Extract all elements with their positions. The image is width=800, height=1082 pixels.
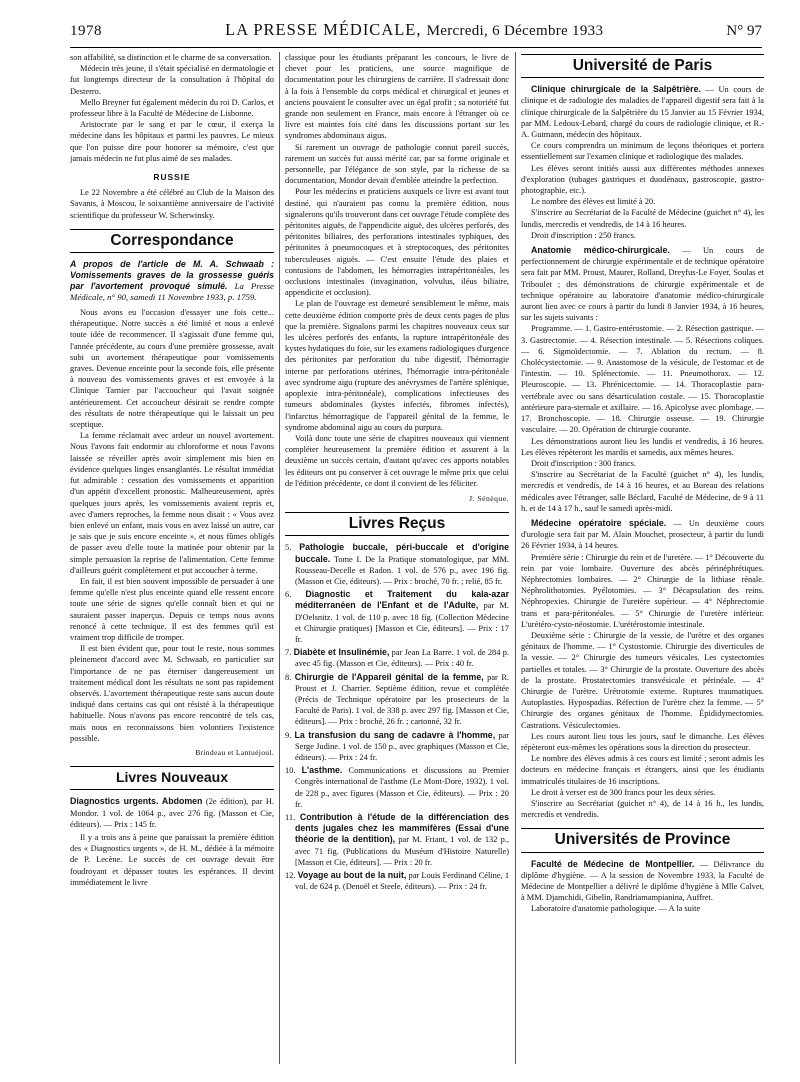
list-item: [285, 765, 509, 810]
book-title: Diabète et Insulinémie,: [293, 647, 390, 658]
book-details: par R. Proust et J. Charrier. Septième édition, revue et complétée (Précis de Technique opératoire par les prosecteurs de la Faculté de Paris). 1 vol. de 338 p. avec 297 fig. [Masson et Cie, éditeurs]. — Prix : broché, 26 fr. ; cartonné, 32 fr.: [295, 672, 509, 727]
book-details: (2e édition), par H. Mondor. 1 vol. de 1064 p., avec 276 fig. (Masson et Cie, éditeurs). — Prix : 145 fr.: [70, 797, 274, 829]
paragraph: classique pour les étudiants préparant les concours, le livre de chevet pour les praticiens, une source magnifique de documentation pour les chirurgiens de carrière. Il s'adressait donc à la fois à l'ensemble du corps médical et chirurgical et jeunes et anciens pouvaient le consulter avec un égal profit ; sa notoriété fut grande non seulement en France, mais encore à l'étranger où ce livre est maintes fois cité dans les discussions portant sur les syndromes abdominaux aigus.: [285, 53, 509, 141]
section-heading-russie: RUSSIE: [153, 172, 191, 183]
subsection-title: Médecine opératoire spéciale.: [531, 517, 667, 528]
book-number: 9.: [285, 730, 292, 740]
paragraph: Droit d'inscription : 250 francs.: [531, 230, 637, 240]
paragraph: Le plan de l'ouvrage est demeuré sensiblement le même, mais cette deuxième édition comporte près de deux cents pages de plus que la première. Signalons parmi les chapitres nouveaux ceux sur les ulcères perforés des enfants, la rupture intrapéritonéale des kystes hydatiques du foie, sur les examens radiologiques d'urgence des péritonites par perforation du tube digestif, l'hémorragie interne par perforations utérines, l'hémorragie intra-péritonéale avec syndrome aigu (rupture des anévrysmes de l'artère splénique, apoplexie intra-péritonéale), complications infectieuses des tumeurs abdominales (kystes infectés, fibromes infectés), l'infarctus hémorragique de l'appareil génital de la femme, le syndrome abdominal aigu au cours du purpura.: [285, 299, 509, 432]
list-item: [285, 812, 509, 868]
book-number: 7.: [285, 648, 292, 658]
book-number: 8.: [285, 672, 292, 682]
paragraph: son affabilité, sa distinction et le charme de sa conversation.: [70, 53, 272, 62]
paragraph-text: — Délivrance du diplôme d'hygiène. — A la session de Novembre 1933, la Faculté de Médecine de Montpellier a délivré le diplôme d'hygiène à Mlle Calvet, à MM. Djamchidi, Gibelin, Randriamampianina, Auffret.: [521, 859, 764, 903]
paragraph: [521, 859, 764, 904]
paragraph: Les cours auront lieu tous les jours, sauf le dimanche. Les élèves répèteront eux-mêmes les opérations sous la direction du prosecteur.: [521, 731, 764, 752]
paragraph: Mello Breyner fut également médecin du roi D. Carlos, et professeur libre à la Faculté de Médecine de Lisbonne.: [70, 97, 274, 119]
book-details: par M. D'Oelsnitz. 1 vol. de 110 p. avec 18 fig. (Collection Médecine et Chirurgie pratiques) [Masson et Cie, éditeurs]. — Prix : 17 fr.: [295, 601, 509, 644]
column-right: [521, 52, 764, 1064]
paragraph: Programme. — 1. Gastro-entérostomie. — 2. Résection gastrique. — 3. Gastrectomie. — 4. Résection intestinale. — 5. Résections coliques. — 6. Sigmoïdectomie. — 7. Ablation du rectum. — 8. Cholécystectomie. — 9. Anastomose de la vésicule, de l'estomac et de l'intestin. — 10. Splénectomie. — 11. Pneumothorax. — 12. Pleuroscopie. — 13. Phrénicectomie. — 14. Thoracoplastie para-vertébrale avec ou sans désarticulation costale. — 15. Thoracoplastie antérieure para-sternale et axillaire. — 16. Apicolyse avec plombage. — 17. Bronchoscopie. — 18. Chirurgie osseuse. — 19. Chirurgie vasculaire. — 20. Opération de chirurgie courante.: [521, 324, 764, 435]
paragraph: Il y a trois ans à peine que paraissait la première édition des « Diagnostics urgents », de H. M., dédiée à la mémoire de P. Lecène. Le succès de cet ouvrage devait être foudroyant et dépasser toutes les espérances. Il devint immédiatement le livre: [70, 832, 274, 887]
book-number: 12.: [285, 871, 296, 881]
book-details: par Louis Ferdinand Céline, 1 vol. de 624 p. (Denoël et Steele, éditeurs). — Prix : 24 fr.: [295, 871, 509, 892]
section-heading-correspondance: Correspondance: [70, 229, 274, 253]
paragraph: Ce cours comprendra un minimum de leçons théoriques et portera essentiellement sur l'examen clinique et radiologique des malades.: [521, 141, 764, 162]
section-heading-universite-paris: Université de Paris: [521, 54, 764, 78]
book-title: Voyage au bout de la nuit,: [297, 870, 407, 881]
paragraph: [521, 245, 764, 323]
paragraph: [521, 518, 764, 552]
paragraph: La femme réclamait avec ardeur un nouvel avortement. Nous l'avons fait endormir au chloroforme et nous l'avons laissée se réveiller après avoir simplement mis bien en évidence quelques linges ensanglantés. Le résultat immédiat fut admirable : cessation des vomissements et apparition d'un appétit d'excellent pronostic. Malheureusement, après quelques jours après, les vomissements avaient repris et, avec d'amers reproches, la femme nous disait : « Vous avez bien enlevé un enfant, mais vous en avez laissé un autre, car je sais que je suis encore enceinte », et nous fûmes obligés de passer aveu d'elle toute la matinée pour obtenir par la simple persuasion la reprise de l'alimentation. Cette femme d'ailleurs guérit complètement et put accoucher à terme.: [70, 431, 274, 575]
book-entry: [70, 796, 274, 830]
column-divider: [279, 52, 280, 1064]
paragraph: Il est bien évident que, pour tout le reste, nous sommes pleinement d'accord avec M. Schwaab, en particulier sur l'importance de ne pas éterniser dangereusement un traitement médical dont les résultats ne sont pas rapidement observés. L'avortement thérapeutique reste sans aucun doute indiqué dans certains cas qui ont résisté à la thérapeutique habituelle. Nous n'avons pas encore rencontré de tels cas, mais nous en reconnaissons bien volontiers l'existence possible.: [70, 644, 274, 743]
paragraph: Le 22 Novembre a été célébré au Club de la Maison des Savants, à Moscou, le soixantième anniversaire de l'activité scientifique du professeur W. Scherwinsky.: [70, 188, 274, 220]
section-heading-livres-recus: Livres Reçus: [285, 512, 509, 536]
section-heading-livres-nouveaux: Livres Nouveaux: [70, 766, 274, 790]
book-number: 5.: [285, 543, 292, 553]
column-middle: [285, 52, 509, 1064]
paragraph-text: — Un cours de perfectionnement de chirurgie expérimentale et de technique opératoire sera fait par MM. Proust, Maurer, Rolland, Dreyfus-Le Foyer, Soulas et Triboulet ; des démonstrations de chirurgie expérimentale et de technique opératoire au laboratoire d'anatomie médico-chirurgicale auront lieu avec ce cours à partir du lundi 8 Janvier 1934, à 16 heures, sur les sujets suivants :: [521, 246, 764, 323]
subsection-title: Clinique chirurgicale de la Salpêtrière.: [531, 84, 701, 95]
paragraph: Première série : Chirurgie du rein et de l'uretère. — 1° Découverte du rein par voie lombaire. Ouverture des abcès périnéphrétiques. Néphrectomies lombaires. — 2° Chirurgie de la lithiase rénale. Néphrolithotomies. Pyélotomies. — 3° Décapsulation des reins. Néphropexies. Chirurgie de l'uretère supérieur. — 4° Néphrectomie trans et para-péritonéales. — 5° Chirurgie de l'uretère inférieur. L'urétéro-cysto-néostomie. L'urétérostomie intestinale.: [521, 552, 764, 629]
paragraph: Le nombre des élèves admis à ces cours est limité ; seront admis les docteurs en médecine français et étrangers, ainsi que les étudiants immatriculés titulaires de 16 inscriptions.: [521, 754, 764, 786]
journal-name: LA PRESSE MÉDICALE,: [225, 20, 422, 39]
book-details: par Serge Judine. 1 vol. de 150 p., avec graphiques (Masson et Cie, éditeurs). — Prix : 24 fr.: [295, 730, 509, 762]
paragraph: Droit d'inscription : 300 francs.: [531, 458, 637, 468]
section-heading-universites-province: Universités de Province: [521, 828, 764, 852]
paragraph: Voilà donc toute une série de chapitres nouveaux qui viennent compléter heureusement la première édition et assurent à la deuxième un succès certain, d'autant qu'avec ces apports notables les éditeurs ont pu conserver à cet ouvrage le même prix que celui de l'édition précédente, ce dont il convient de les féliciter.: [285, 433, 509, 488]
book-number: 6.: [285, 590, 292, 600]
book-title: Pathologie buccale, péri-buccale et d'origine buccale.: [295, 542, 509, 564]
article-heading: [70, 259, 274, 303]
book-title: Diagnostics urgents. Abdomen: [70, 796, 203, 807]
paragraph: Aristocrate par le sang et par le cœur, il exerça la médecine dans les hôpitaux et parmi les pauvres. Le mieux que l'on puisse dire pour honorer sa mémoire, c'est que jamais médecin ne fut plus aimé de ses malades.: [70, 120, 274, 163]
book-number: 11.: [285, 813, 296, 822]
book-title: Diagnostic et Traitement du kala-azar méditerranéen de l'Enfant et de l'Adulte,: [295, 589, 509, 611]
paragraph: Si rarement un ouvrage de pathologie connut pareil succès, rarement un succès fut aussi mérité car, par sa forme originale et personnelle, par l'élégance de son style, par la richesse de sa documentation, Mondor devait d'emblée atteindre la perfection.: [285, 142, 509, 186]
signature: J. Sénèque.: [469, 493, 509, 503]
book-number: 10.: [285, 766, 296, 776]
article-title: A propos de l'article de M. A. Schwaab : Vomissements graves de la grossesse guéris par l'avortement provoqué simulé.: [70, 259, 274, 292]
article-reference: La Presse Médicale, n° 90, samedi 11 Novembre 1933, p. 1759.: [70, 281, 274, 303]
page-header: [70, 20, 762, 48]
list-item: [285, 730, 509, 764]
subsection-title: Anatomie médico-chirurgicale.: [531, 245, 670, 256]
journal-title: [225, 20, 603, 40]
paragraph: Deuxième série : Chirurgie de la vessie, de l'urètre et des organes génitaux de l'homme. — 1° Cystostomie. Chirurgie des diverticules de la vessie. — 2° Chirurgie des tumeurs vésicales. Les cystectomies partielles et totales. — 3° Chirurgie de la prostate. Ouverture des abcès de la prostate. Prostatectomies transvésicale et périnéale. — 4° Chirurgie de l'urètre. Urétrotomie externe. Ruptures traumatiques. Autoplasties. Hypospadias. Réfection de l'urètre chez la femme. — 5° Chirurgie des organes génitaux de l'homme. Épididymectomies. Castrations. Vésiculectomies.: [521, 630, 764, 730]
paragraph: S'inscrire au Secrétariat de la Faculté de Médecine (guichet n° 4), les lundis, mercredis et vendredis, de 14 à 16 heures.: [521, 208, 764, 229]
paragraph-text: — Un deuxième cours d'urologie sera fait par M. Alain Mouchet, prosecteur, à partir du lundi 26 Février 1934, à 14 heures.: [521, 518, 764, 551]
paragraph: Nous avons eu l'occasion d'essayer une fois cette... thérapeutique. Notre succès a été limité et nous a enlevé toute idée de recommencer. Il s'agissait d'une femme qui, l'année précédente, au cours d'une première grossesse, avait subi un avortement thérapeutique pour vomissements graves. Devenue enceinte pour la seconde fois, elle présente à nouveau des vomissements graves et est envoyée à la Clinique Tarnier par l'accoucheur qui l'avait soignée antérieurement. Cet accoucheur désirait se rendre compte des résultats de notre thérapeutique qui le laissait un peu sceptique.: [70, 308, 274, 430]
signature: Brindeau et Lantuéjoul.: [195, 747, 274, 757]
list-item: [285, 647, 509, 669]
paragraph-text: — Un cours de clinique et de radiologie des maladies de l'appareil digestif sera fait à la clinique chirurgicale de la Salpêtrière du 15 Janvier au 15 Février 1934, par MM. Ledoux-Lebard, chargé du cours de radiologie clinique, et R.-A. Gutmann, médecin des hôpitaux.: [521, 85, 764, 140]
book-details: Communications et discussions au Premier Congrès international de l'asthme (Le Mont-Dore, 1932). 1 vol. de 228 p., avec figures (Masson et Cie, éditeurs). — Prix : 20 fr.: [295, 766, 509, 809]
paragraph: En fait, il est bien souvent impossible de persuader à une femme qu'elle n'est plus enceinte quand elle ressent encore toute une série de signes qu'elle connaît bien et qui ne sauraient passer inaperçus. Depuis ce temps nous avons renoncé à cette technique. Il est des femmes qu'il est vraiment trop difficile de tromper.: [70, 576, 274, 642]
paragraph: S'inscrire au Secrétariat de la Faculté (guichet n° 4), les lundis, mercredis et vendredis, de 14 à 16 heures, et au Bureau des relations médicales avec l'étranger, salle Béclard, Faculté de Médecine, de 9 à 11 h. et de 14 à 17 h., sauf le samedi après-midi.: [521, 470, 764, 513]
paragraph: [521, 84, 764, 140]
book-details: par M. Friant, 1 vol. de 132 p., avec 71 fig. (Publications du Muséum d'Histoire Naturelle) [Masson et Cie, éditeurs]. — Prix : 20 fr.: [295, 835, 509, 867]
issue-number: N° 97: [726, 23, 762, 39]
column-divider: [515, 52, 516, 1064]
subsection-title: Faculté de Médecine de Montpellier.: [531, 858, 695, 869]
column-left: [70, 52, 274, 1064]
issue-date: Mercredi, 6 Décembre 1933: [426, 23, 604, 39]
list-item: [285, 672, 509, 728]
paragraph: Le droit à verser est de 300 francs pour les deux séries.: [531, 787, 716, 797]
paragraph: S'inscrire au Secrétariat (guichet n° 4), de 14 à 16 h., les lundis, mercredis et vendredis.: [521, 799, 764, 820]
paragraph: Le nombre des élèves est limité à 20.: [531, 197, 656, 207]
book-details: Tome I. De la Pratique stomatologique, par MM. Rousseau-Decelle et Radon. 1 vol. de 576 p., avec 196 fig. (Masson et Cie, éditeurs). — Prix : broché, 70 fr. ; relié, 85 fr.: [295, 554, 509, 586]
paragraph: Médecin très jeune, il s'était spécialisé en dermatologie et fut longtemps directeur de la consultation à l'hôpital do Desterro.: [70, 64, 274, 96]
book-title: La transfusion du sang de cadavre à l'homme,: [294, 729, 496, 740]
list-item: [285, 870, 509, 892]
books-list: [285, 542, 509, 892]
book-details: par Jean La Barre. 1 vol. de 284 p. avec 45 fig. (Masson et Cie, éditeurs). — Prix : 40 fr.: [295, 648, 509, 669]
page-number: 1978: [70, 23, 102, 39]
list-item: [285, 589, 509, 645]
book-title: L'asthme.: [301, 765, 343, 776]
paragraph: Laboratoire d'anatomie pathologique. — A la suite: [531, 904, 701, 914]
paragraph: Pour les médecins et praticiens auxquels ce livre est avant tout destiné, qui n'auraient pas connu la première édition, nous signalerons qu'ils trouveront dans cet ouvrage l'étude complète des péritonites aiguës, de l'appendicite aiguë, des ulcères perforés, des péritonites biliaires, des perforations intestinales typhiques, des péritonites à pneumocoques et à streptocoques, des péritonites tuberculeuses aiguës. — C'est ensuite l'étude des plaies et contusions de l'abdomen, les hémorragies intrapéritonéales, les occlusions intestinales (invagination, volvulus, iléus biliaire, appendicite et occlusion).: [285, 187, 509, 298]
book-title: Contribution à l'étude de la différenciation des dents jugales chez les mammifères (Essai d'une théorie de la dentition),: [295, 812, 509, 845]
paragraph: Les élèves seront initiés aussi aux différentes méthodes annexes d'exploration (tubages gastriques et duodénaux, gastroscopie, gastro-photographie, etc.).: [521, 163, 764, 196]
list-item: [285, 542, 509, 587]
paragraph: Les démonstrations auront lieu les lundis et vendredis, à 16 heures. Les élèves répèteront les mardis et samedis, aux mêmes heures.: [521, 436, 764, 457]
book-title: Chirurgie de l'Appareil génital de la femme,: [294, 671, 484, 682]
